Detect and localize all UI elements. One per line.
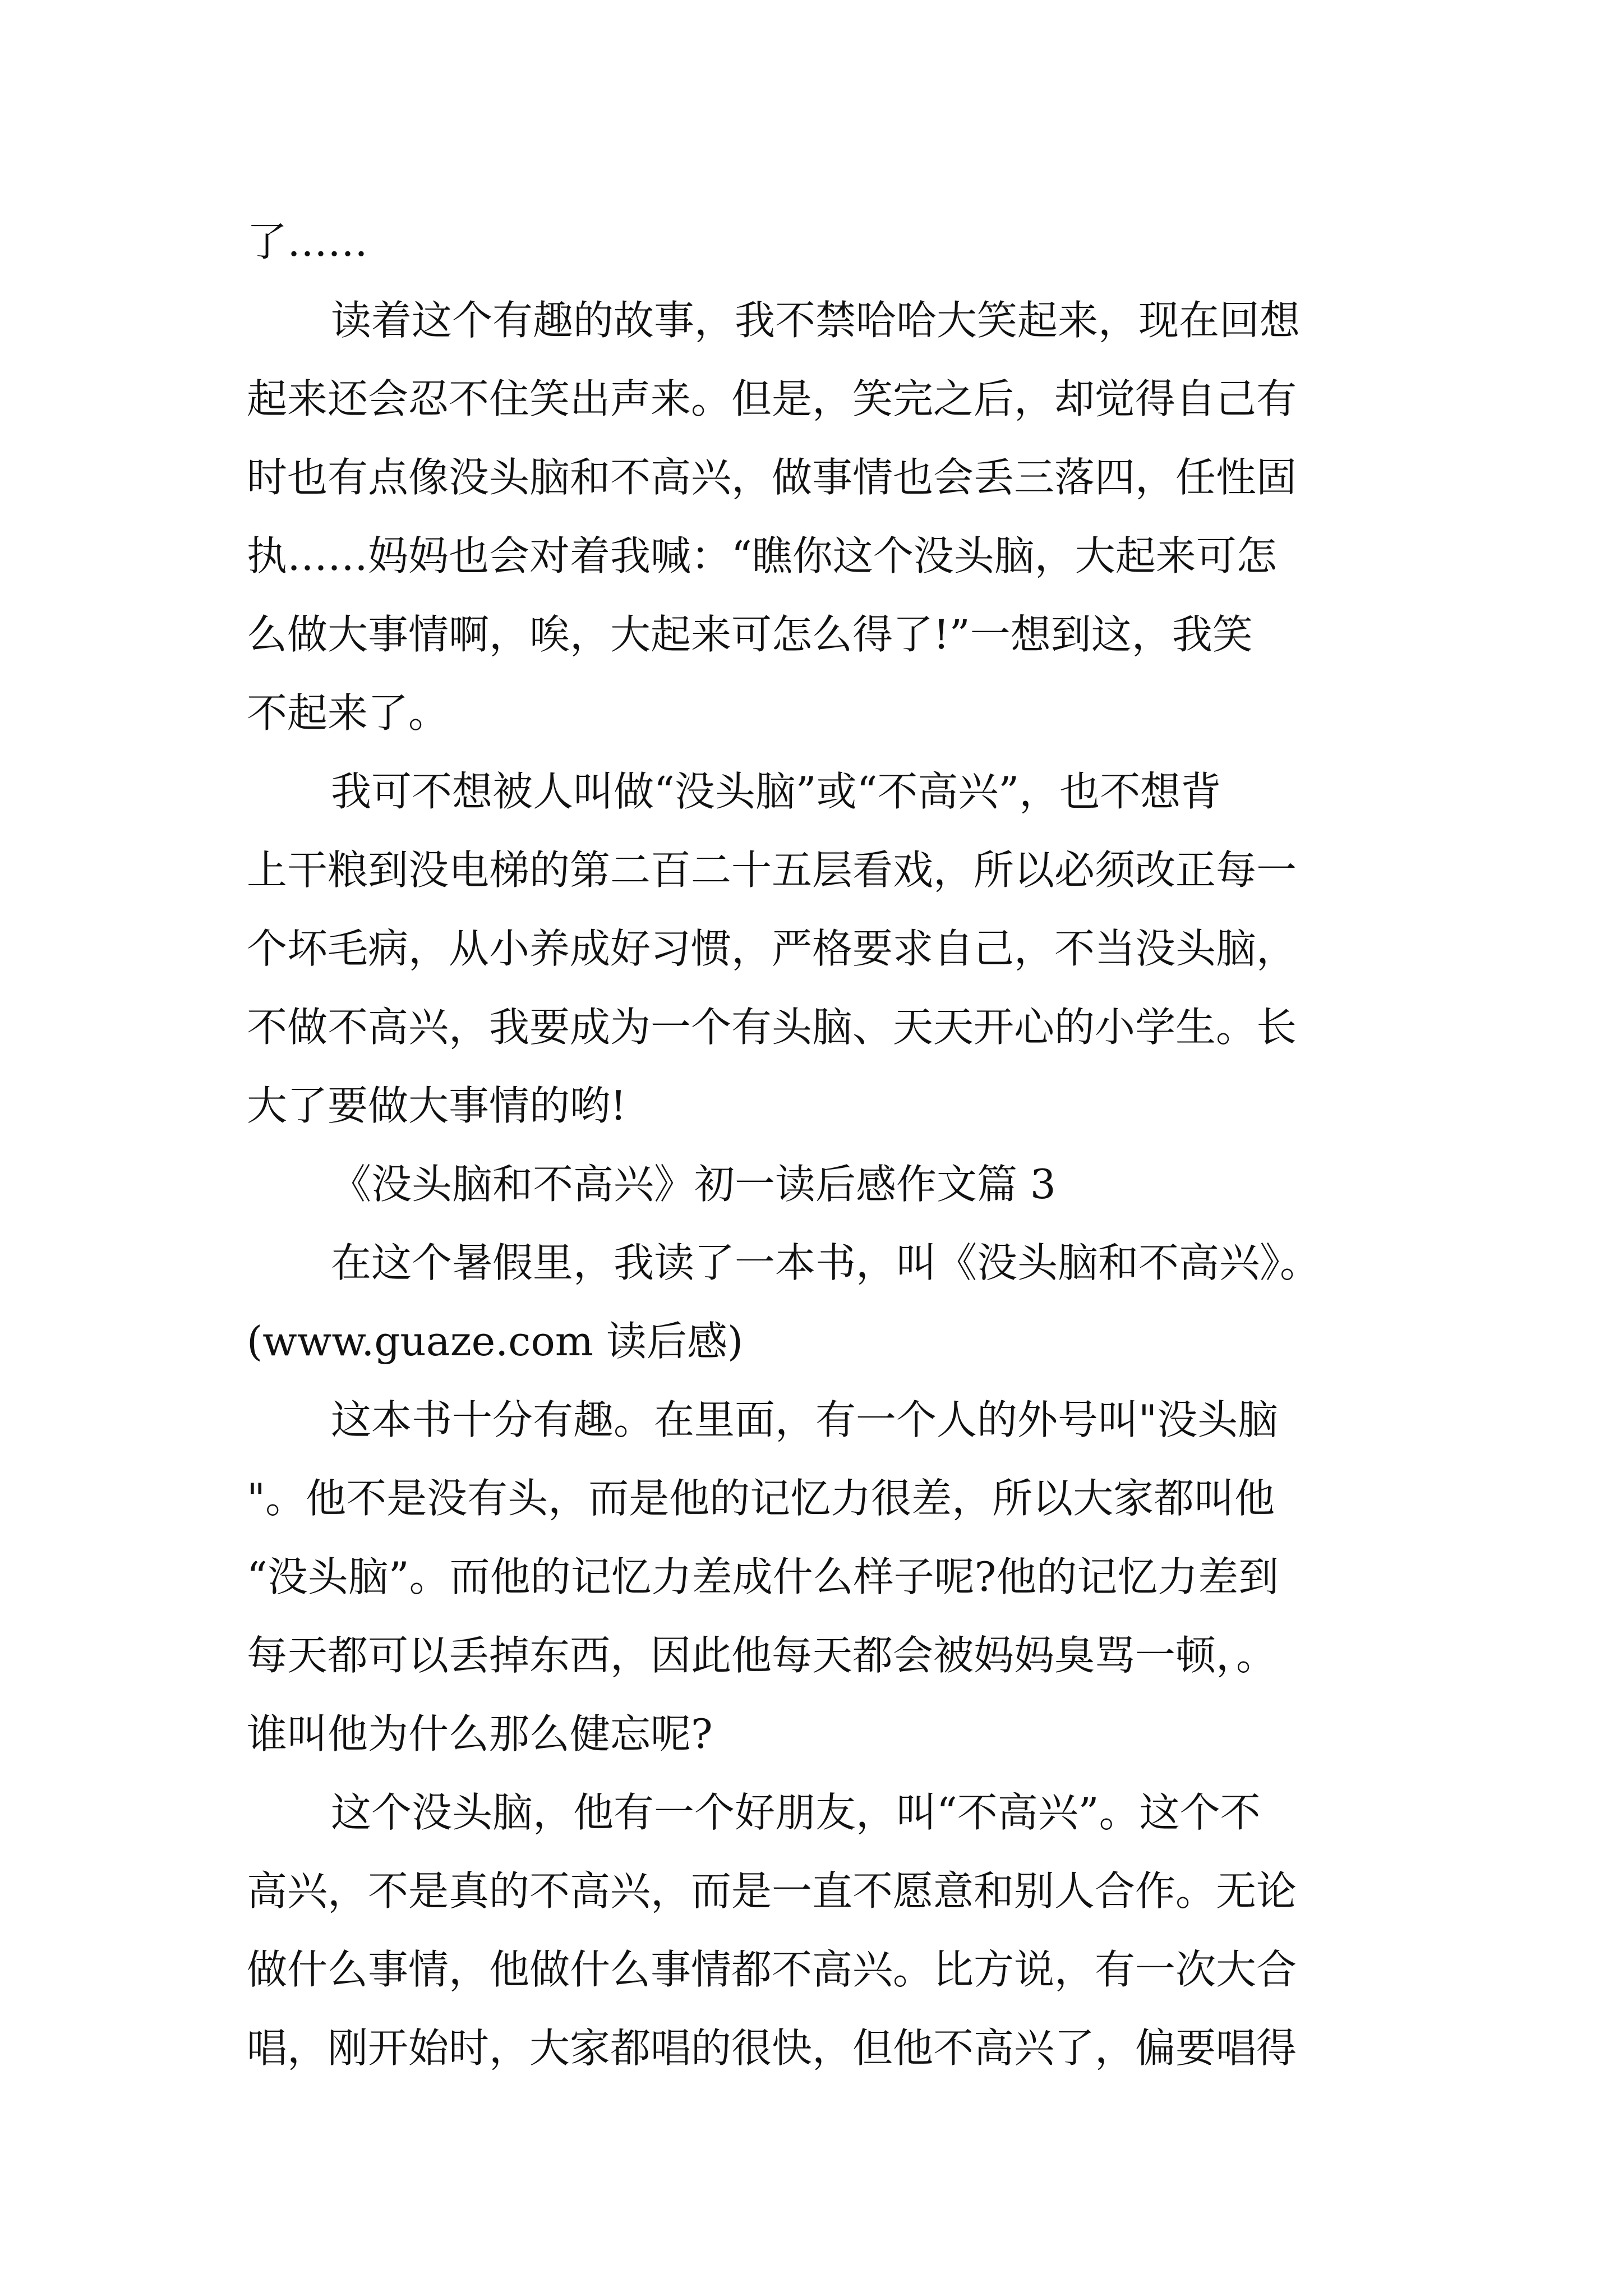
text-line-24: 唱，刚开始时，大家都唱的很快，但他不高兴了，偏要唱得 xyxy=(247,2024,1297,2072)
text-line-15: (www.guaze.com 读后感) xyxy=(247,1318,744,1365)
text-line-3: 起来还会忍不住笑出声来。但是，笑完之后，却觉得自己有 xyxy=(247,375,1297,422)
text-line-2: 读着这个有趣的故事，我不禁哈哈大笑起来，现在回想 xyxy=(331,297,1301,344)
text-line-14: 在这个暑假里，我读了一本书，叫《没头脑和不高兴》。 xyxy=(331,1239,1321,1286)
text-line-18: “没头脑”。而他的记忆力差成什么样子呢?他的记忆力差到 xyxy=(247,1553,1279,1600)
text-line-19: 每天都可以丢掉东西，因此他每天都会被妈妈臭骂一顿，。 xyxy=(247,1632,1277,1679)
section-heading: 《没头脑和不高兴》初一读后感作文篇 3 xyxy=(331,1161,1056,1208)
text-line-22: 高兴，不是真的不高兴，而是一直不愿意和别人合作。无论 xyxy=(247,1867,1297,1915)
text-line-17: "。他不是没有头，而是他的记忆力很差，所以大家都叫他 xyxy=(247,1475,1275,1522)
text-line-16: 这本书十分有趣。在里面，有一个人的外号叫"没头脑 xyxy=(331,1396,1279,1443)
text-line-4: 时也有点像没头脑和不高兴，做事情也会丢三落四，任性固 xyxy=(247,454,1297,501)
text-line-11: 不做不高兴，我要成为一个有头脑、天天开心的小学生。长 xyxy=(247,1004,1297,1051)
text-line-7: 不起来了。 xyxy=(247,689,449,737)
text-line-9: 上干粮到没电梯的第二百二十五层看戏，所以必须改正每一 xyxy=(247,846,1297,894)
text-line-12: 大了要做大事情的哟! xyxy=(247,1082,626,1129)
text-line-8: 我可不想被人叫做“没头脑”或“不高兴”，也不想背 xyxy=(331,768,1221,815)
text-line-5: 执……妈妈也会对着我喊：“瞧你这个没头脑，大起来可怎 xyxy=(247,532,1277,579)
text-line-1: 了…… xyxy=(247,218,368,265)
text-line-23: 做什么事情，他做什么事情都不高兴。比方说，有一次大合 xyxy=(247,1946,1297,1993)
text-line-20: 谁叫他为什么那么健忘呢? xyxy=(247,1710,713,1757)
text-line-10: 个坏毛病，从小养成好习惯，严格要求自己，不当没头脑， xyxy=(247,925,1297,972)
text-line-6: 么做大事情啊，唉，大起来可怎么得了!”一想到这，我笑 xyxy=(247,611,1253,658)
text-line-21: 这个没头脑，他有一个好朋友，叫“不高兴”。这个不 xyxy=(331,1789,1261,1836)
